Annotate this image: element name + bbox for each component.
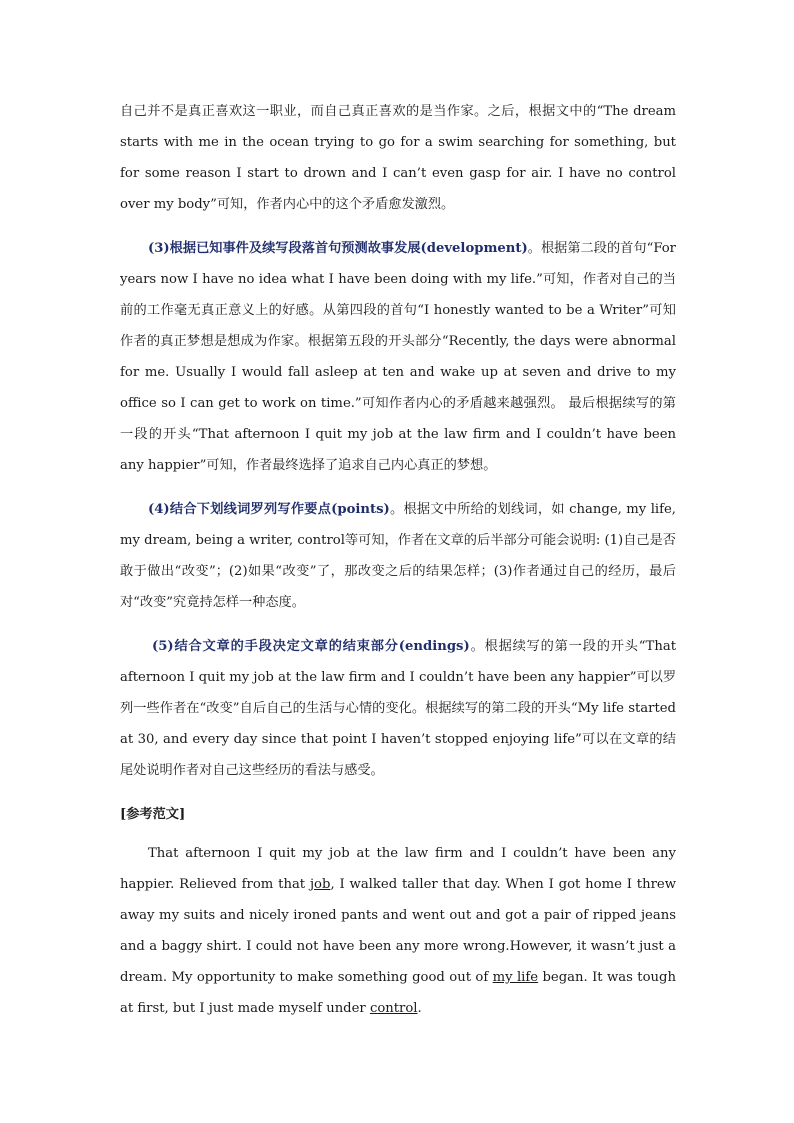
paragraph-text: 。根据文中所给的划线词，如 change, my life, my dream, being a writer, control等可知，作者在文章的后半部分可能会说明: (1)自己是否敢于做出“改变”；(2)如果“改变”了，那改变之后的结果怎样；(3)作者通过自己的经历，最后对“改变”究竟持怎样一种态度。 bbox=[120, 502, 677, 610]
reference-heading: [参考范文] bbox=[120, 807, 186, 822]
reference-essay bbox=[120, 838, 676, 1024]
section-label-development: (3)根据已知事件及续写段落首句预测故事发展(development) bbox=[148, 241, 528, 256]
essay-text: That afternoon I quit my job at the law firm and I couldn’t have been any happier. Relieved from that bbox=[120, 846, 676, 892]
paragraph-endings bbox=[120, 631, 676, 786]
underlined-word-control: control bbox=[369, 1001, 418, 1016]
paragraph-text: 。根据第二段的首句“For years now I have no idea what I have been doing with my life.”可知，作者对自己的当前的工作毫无真正意义上的好感。从第四段的首句“I honestly wanted to be a Writer”可知作者的真正梦想是想成为作家。根据第五段的开头部分“Recently, the days were abnormal for me. Usually I would fall asleep at ten and wake up at seven and drive to my office so I can get to work on time.”可知作者内心的矛盾越来越强烈。 最后根据续写的第一段的开头“That afternoon I quit my job at the law firm and I couldn’t have been any happier”可知，作者最终选择了追求自己内心真正的梦想。 bbox=[120, 241, 676, 473]
underlined-word-my-life: my life bbox=[492, 970, 539, 985]
underlined-word-job: job bbox=[309, 877, 331, 892]
document-page bbox=[120, 96, 676, 1024]
section-label-points: (4)结合下划线词罗列写作要点(points) bbox=[148, 502, 390, 517]
essay-text: . bbox=[417, 1001, 422, 1016]
paragraph-text: 自己并不是真正喜欢这一职业，而自己真正喜欢的是当作家。之后，根据文中的“The dream starts with me in the ocean trying to go for a swim searching for something, but for some reason I start to drown and I can’t even gasp for air. I have no control over my body”可知，作者内心中的这个矛盾愈发激烈。 bbox=[120, 104, 676, 212]
paragraph-points bbox=[120, 494, 676, 618]
essay-text: , I walked taller that day. When I got home I threw away my suits and nicely ironed pants and went out and got a pair of ripped jeans and a baggy shirt. I could not have been any more wrong.However, it wasn’t just a dream. My opportunity to make something good out of bbox=[120, 877, 676, 985]
section-label-endings: (5)结合文章的手段决定文章的结束部分(endings) bbox=[152, 639, 470, 654]
paragraph-analysis-1 bbox=[120, 96, 676, 220]
essay-text: began. It was tough at first, but I just made myself under bbox=[120, 970, 676, 1016]
paragraph-development bbox=[120, 233, 676, 481]
paragraph-text: 。根据续写的第一段的开头“That afternoon I quit my job at the law firm and I couldn’t have been any happier”可以罗列一些作者在“改变”自后自己的生活与心情的变化。根据续写的第二段的开头“My life started at 30, and every day since that point I haven’t stopped enjoying life”可以在文章的结尾处说明作者对自己这些经历的看法与感受。 bbox=[120, 639, 677, 778]
